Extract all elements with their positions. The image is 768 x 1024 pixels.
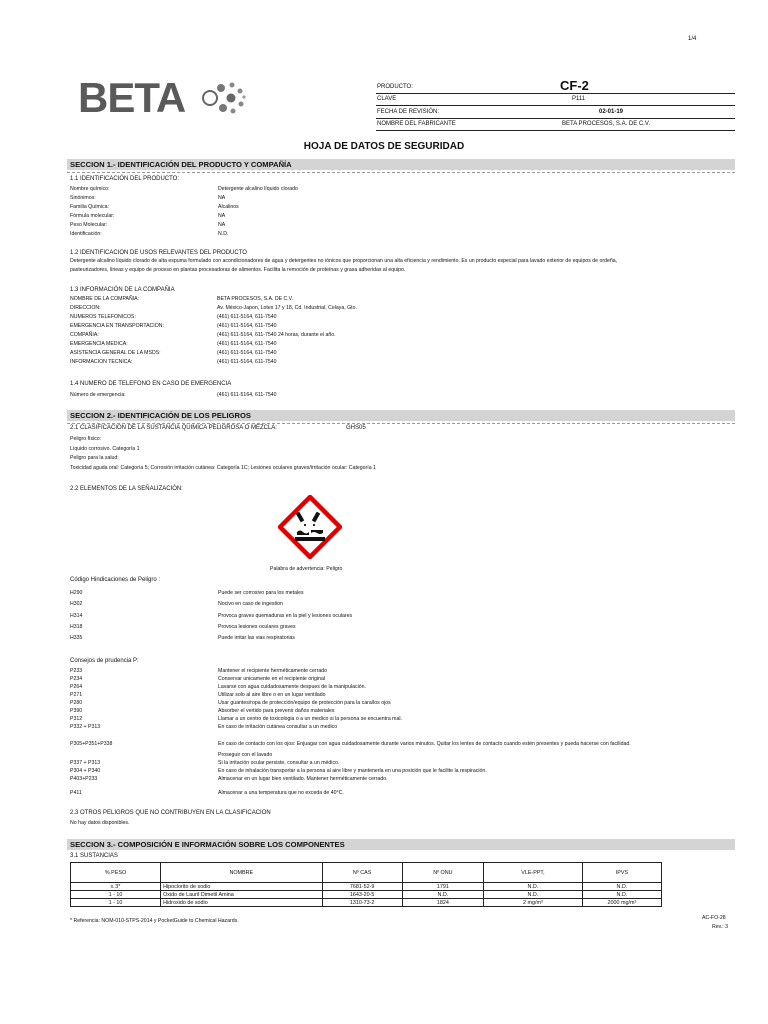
precaution-statement: Absorber el vertido para prevenir daños materiales [218, 708, 335, 714]
section-1-2-heading: 1.2 IDENTIFICACION DE USOS RELEVANTES DEL PRODUCTO [70, 250, 247, 256]
manufacturer-value: BETA PROCESOS, S.A. DE C.V. [562, 121, 651, 127]
product-value: CF-2 [560, 78, 589, 93]
table-cell: 2000 mg/m³ [582, 899, 661, 907]
table-header-cell: Nº ONU [402, 863, 483, 883]
footer-code: AC-FO-28 [702, 915, 726, 921]
section-2-bar: SECCION 2.- IDENTIFICACIÓN DE LOS PELIGROS [67, 410, 735, 421]
hazard-code: H314 [70, 613, 83, 619]
hazard-statement: Puede irritar las vias respiratorias [218, 635, 295, 641]
product-id-value: Detergente alcalino líquido clorado [218, 186, 298, 192]
company-info-key: COMPAÑIA: [70, 332, 99, 338]
precaution-code: P234 [70, 676, 83, 682]
precaution-codes-title: Consejos de prudencia P: [70, 658, 139, 664]
section-1-bar: SECCION 1.- IDENTIFICACIÓN DEL PRODUCTO Y COMPAÑÍA [67, 159, 735, 170]
company-info-value: (461) 611-5164, 611-7540 [217, 323, 277, 329]
table-row [71, 883, 662, 891]
signal-word: Palabra de advertencia: Peligro [270, 566, 343, 572]
precaution-code: P403+P233 [70, 776, 98, 782]
section-1-4-heading: 1.4 NUMERO DE TELEFONO EN CASO DE EMERGENCIA [70, 381, 232, 387]
precaution-code: P233 [70, 668, 83, 674]
table-header-row [71, 863, 662, 883]
section-1-1-heading: 1.1 IDENTIFICACIÓN DEL PRODUCTO: [70, 176, 180, 182]
footer-revision: Rev.: 3 [712, 924, 729, 930]
table-cell: Hipoclorito de sodio [161, 883, 322, 891]
clave-label: CLAVE [377, 96, 397, 102]
table-cell: N.D. [484, 891, 583, 899]
company-info-value: (461) 611-5164, 611-7540 [217, 350, 277, 356]
hazard-statement: Provoca graves quemaduras en la piel y lesiones oculares [218, 613, 353, 619]
table-cell: 1791 [402, 883, 483, 891]
company-info-key: ASISTENCIA GENERAL DE LA MSDS: [70, 350, 161, 356]
hazard-class-line: Peligro para la salud: [70, 455, 119, 461]
precaution-statement: En caso de irritación cutánea consultar a un medico [218, 724, 338, 730]
precaution-statement: En caso de inhalación transportar a la persona al aire libre y mantenerla en una posición que le facilite la respiración. [218, 768, 487, 774]
company-info-value: BETA PROCESOS, S.A. DE C.V. [217, 296, 294, 302]
company-info-value: (461) 611-5164, 611-7540 [217, 341, 277, 347]
precaution-statement: Proseguir con el lavado [218, 752, 273, 758]
product-id-key: Familia Química: [70, 204, 109, 210]
precaution-statement: Conservar unicamente en el recipiente original [218, 676, 325, 682]
table-cell: Oxido de Lauril Dimetil Amina [161, 891, 322, 899]
hazard-class-line: Líquido corrosivo. Categoría 1 [70, 446, 140, 452]
product-id-value: NA [218, 213, 226, 219]
table-header-cell: VLE-PPT, [484, 863, 583, 883]
table-cell: 2 mg/m³ [484, 899, 583, 907]
precaution-code: P271 [70, 692, 83, 698]
section-3-1-heading: 3.1 SUSTANCIAS [70, 853, 118, 859]
hazard-statement: Puede ser corrosivo para los metales [218, 590, 304, 596]
precaution-statement: Almacenar en un lugar bien ventilado. Mantener herméticamente cerrado. [218, 776, 388, 782]
revision-value: 02-01-19 [599, 109, 624, 115]
precaution-code: P411 [70, 790, 82, 796]
page-number: 1/4 [688, 36, 697, 42]
table-cell: 1824 [402, 899, 483, 907]
company-info-value: (461) 611-5164, 611-7540 [217, 359, 277, 365]
hazard-codes-title: Código Hindicaciones de Peligro : [70, 577, 161, 583]
table-cell: ≤ 3* [71, 883, 161, 891]
precaution-code: P280 [70, 700, 83, 706]
hazard-code: H302 [70, 601, 83, 607]
precaution-code: P390 [70, 708, 83, 714]
table-cell: 7681-52-9 [322, 883, 402, 891]
section-1-2-text: Detergente alcalino líquido clorado de alta espuma formulado con acondicionadores de agua y detergentes no iónicos que proporcionan una alta eficiencia y rendimiento. Es un producto especial para lavado exterior de equipos de ordeña, [70, 258, 618, 264]
product-id-key: Sinónimos: [70, 195, 96, 201]
product-id-key: Peso Molecular: [70, 222, 108, 228]
precaution-statement: Llamar a un centro de toxicologia o a un medico si la persona se encuentra mal. [218, 716, 402, 722]
section-1-2-text: pasteurizadores, líneas y equipo de proceso en plantas procesadoras de alimentos. Facilita la remoción de proteínas y grasa adheridas al equipo. [70, 267, 406, 273]
precaution-code: P337 + P313 [70, 760, 101, 766]
table-header-cell: % PESO [71, 863, 161, 883]
logo-text: BETA [78, 74, 186, 121]
product-id-key: Nombre químico: [70, 186, 110, 192]
table-header-cell: IPVS [582, 863, 661, 883]
precaution-statement: Almacenar a una temperatura que no exceda de 40°C. [218, 790, 344, 796]
hazard-code: H290 [70, 590, 83, 596]
hazard-statement: Nocivo en caso de ingestion [218, 601, 283, 607]
table-header-cell: Nº CAS [322, 863, 402, 883]
clave-value: P111 [572, 96, 586, 102]
revision-label: FECHA DE REVISIÓN: [377, 109, 440, 115]
table-cell: N.D. [582, 891, 661, 899]
hazard-code: H318 [70, 624, 83, 630]
section-2-2-heading: 2.2 ELEMENTOS DE LA SEÑALIZACIÓN: [70, 486, 183, 492]
molecule-icon [200, 80, 246, 116]
emergency-value: (461) 611-5164, 611-7540 [217, 392, 277, 398]
table-row [71, 891, 662, 899]
table-cell: N.D. [582, 883, 661, 891]
table-cell: N.D. [484, 883, 583, 891]
product-id-value: Alcalinos [218, 204, 239, 210]
precaution-statement: Si la irritación ocular persiste, consultar a un médico. [218, 760, 340, 766]
company-info-key: EMERGENCIA EN TRANSPORTACION: [70, 323, 164, 329]
hazard-code: H335 [70, 635, 83, 641]
precaution-code: P332 + P313 [70, 724, 101, 730]
table-cell: 1310-73-2 [322, 899, 402, 907]
table-reference: * Referencia: NOM-010-STPS-2014 y PocketGuide to Chemical Hazards. [70, 918, 239, 924]
corrosion-pictogram-icon [278, 495, 342, 559]
company-info-key: EMERGENCIA MEDICA: [70, 341, 128, 347]
components-table [70, 862, 662, 907]
table-cell: 1 - 10 [71, 899, 161, 907]
table-cell: 1 - 10 [71, 891, 161, 899]
product-id-value: N.D. [218, 231, 229, 237]
precaution-code: P305+P351+P338 [70, 741, 113, 747]
precaution-statement: Mantener el recipiente herméticamente cerrado [218, 668, 327, 674]
table-cell: 1643-20-5 [322, 891, 402, 899]
precaution-code: P304 + P340 [70, 768, 101, 774]
section-3-bar: SECCION 3.- COMPOSICIÓN E INFORMACIÓN SOBRE LOS COMPONENTES [67, 839, 735, 850]
company-info-value: Av. México-Japon, Lotes 17 y 18, Cd. Industrial, Celaya, Gto. [217, 305, 357, 311]
precaution-code: P264 [70, 684, 83, 690]
company-info-value: (461) 611-5164, 611-7540 [217, 314, 277, 320]
section-1-3-heading: 1.3 INFORMACIÓN DE LA COMPAÑIA [70, 287, 175, 293]
product-label: PRODUCTO: [377, 84, 413, 90]
company-info-key: INFORMACION TECNICA: [70, 359, 133, 365]
product-id-key: Identificación: [70, 231, 102, 237]
section-2-3-heading: 2.3 OTROS PELIGROS QUE NO CONTRIBUYEN EN LA CLASIFICACION [70, 810, 271, 816]
table-header-cell: NOMBRE [161, 863, 322, 883]
precaution-code: P312 [70, 716, 83, 722]
hazard-class-line: Peligro físico: [70, 436, 102, 442]
product-id-key: Fórmula molecular: [70, 213, 115, 219]
logo [78, 74, 258, 122]
company-info-key: NOMBRE DE LA COMPAÑIA: [70, 296, 140, 302]
emergency-key: Número de emergencia: [70, 392, 126, 398]
hazard-class-line: Toxicidad aguda oral: Categoría 5; Corrosión irritación cutánea: Categoría 1C; Lesiones oculares graves/irritación ocular: Categoría 1 [70, 465, 376, 471]
product-id-value: NA [218, 222, 226, 228]
table-cell: Hidroxido de sodio [161, 899, 322, 907]
company-info-key: DIRECCION: [70, 305, 101, 311]
table-cell: N.D. [402, 891, 483, 899]
precaution-statement: Utilizar solo al aire libre o en un lugar ventilado [218, 692, 326, 698]
hazard-statement: Provoca lesiones oculares graves [218, 624, 296, 630]
section-2-3-text: No hay datos disponibles. [70, 820, 130, 826]
manufacturer-label: NOMBRE DEL FABRICANTE [377, 121, 456, 127]
table-row [71, 899, 662, 907]
precaution-statement: Lavarse con agua cuidadosamente despues de la manipulación. [218, 684, 366, 690]
ghs-code: GHS05 [346, 425, 366, 431]
page-title: HOJA DE DATOS DE SEGURIDAD [303, 141, 465, 152]
section-2-1-heading: 2.1 CLASIFICACION DE LA SUSTANCIA QUIMICA PELIGROSA O MEZCLA: [70, 425, 277, 431]
company-info-key: NUMEROS TELEFONICOS: [70, 314, 136, 320]
precaution-statement: Usar guantes/ropa de protección/equipo de protección para la cara/los ojos [218, 700, 391, 706]
precaution-statement: En caso de contacto con los ojos: Enjuagar con agua cuidadosamente durante varios minutos. Quitar los lentes de contacto cuando estén presentes y pueda hacerse con facilidad. [218, 741, 631, 747]
company-info-value: (461) 611-5164, 611-7540 24 horas, durante el año. [217, 332, 336, 338]
product-id-value: NA [218, 195, 226, 201]
